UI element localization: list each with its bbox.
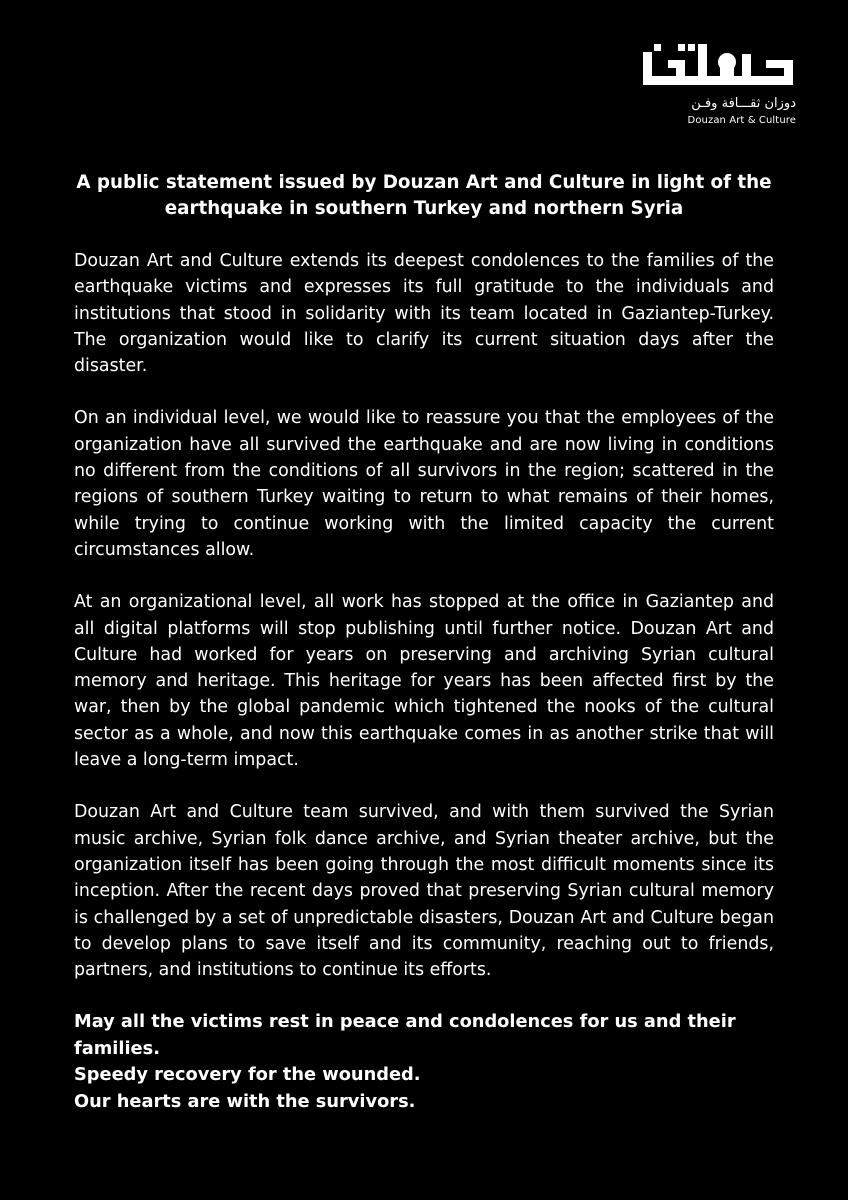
statement-body [74,248,774,1115]
logo-arabic-name: دوزان ثقـــافة وفـن [691,96,796,111]
douzan-logo [638,42,798,132]
paragraph-individual-level: On an individual level, we would like to reassure you that the employees of the organization have all survived the earthquake and are now living in conditions no different from the conditions of all survivors in the region; scattered in the regions of southern Turkey waiting to return to what remains of their homes, while trying to continue working with the limited capacity the current circumstances allow. [74,408,774,560]
statement-heading: A public statement issued by Douzan Art and Culture in light of the earthquake in southern Turkey and northern Syria [76,172,772,219]
paragraph-team-survived: Douzan Art and Culture team survived, and with them survived the Syrian music archive, Syrian folk dance archive, and Syrian theater archive, but the organization itself has been going through the most difficult moments since its inception. After the recent days proved that preserving Syrian cultural memory is challenged by a set of unpredictable disasters, Douzan Art and Culture began to develop plans to save itself and its community, reaching out to friends, partners, and institutions to continue its efforts. [74,802,774,981]
douzan-logo-mark [638,42,798,92]
closing-line-recovery: Speedy recovery for the wounded. [74,1064,421,1086]
closing-line-survivors: Our hearts are with the survivors. [74,1090,416,1112]
paragraph-condolences: Douzan Art and Culture extends its deepest condolences to the families of the earthquake victims and expresses its full gratitude to the individuals and institutions that stood in solidarity with its team located in Gaziantep-Turkey. The organization would like to clarify its current situation days after the disaster. [74,251,774,377]
closing-line-rest-in-peace: May all the victims rest in peace and condolences for us and their families. [74,1011,736,1059]
closing-message [74,1009,774,1115]
logo-latin-name: Douzan Art & Culture [687,115,796,126]
paragraph-organizational-level: At an organizational level, all work has stopped at the office in Gaziantep and all digital platforms will stop publishing until further notice. Douzan Art and Culture had worked for years on preserving and archiving Syrian cultural memory and heritage. This heritage for years has been affected first by the war, then by the global pandemic which tightened the nooks of the cultural sector as a whole, and now this earthquake comes in as another strike that will leave a long-term impact. [74,592,774,771]
